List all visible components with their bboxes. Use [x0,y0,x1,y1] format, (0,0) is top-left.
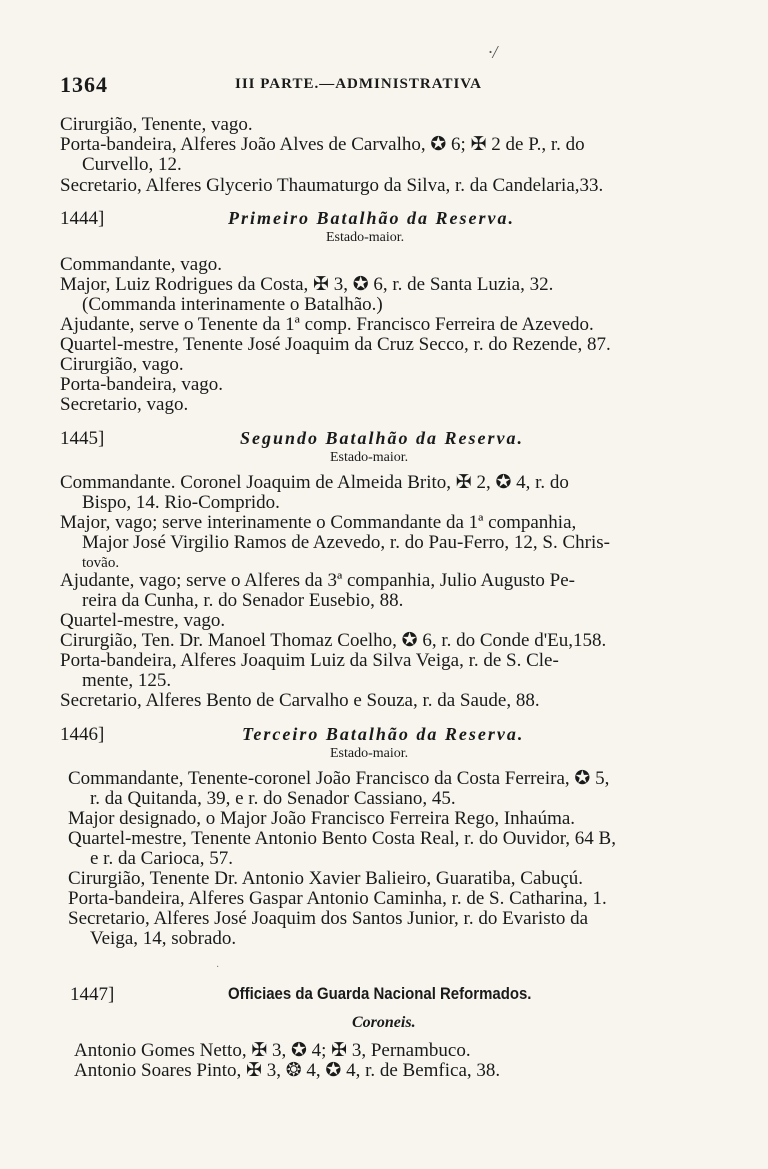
text-line: Secretario, Alferes José Joaquim dos Santos Junior, r. do Evaristo da [68,908,589,929]
text-line: Bispo, 14. Rio-Comprido. [82,492,280,513]
text-line: Veiga, 14, sobrado. [90,928,237,949]
text-line: Major, Luiz Rodrigues da Costa, ✠ 3, ✪ 6, r. de Santa Luzia, 32. [60,274,554,295]
section-number: 1446] [60,724,105,745]
text-line: Cirurgião, Tenente Dr. Antonio Xavier Balieiro, Guaratiba, Cabuçú. [68,868,584,889]
section-subtitle: Estado-maior. [330,746,409,761]
text-line: Porta-bandeira, Alferes Gaspar Antonio Caminha, r. de S. Catharina, 1. [68,888,607,909]
text-line: Antonio Soares Pinto, ✠ 3, ❂ 4, ✪ 4, r. de Bemfica, 38. [74,1060,501,1081]
section-subtitle: Estado-maior. [330,450,409,465]
text-line: Cirurgião, Tenente, vago. [60,114,253,135]
section-number: 1445] [60,428,105,449]
text-line: Cirurgião, vago. [60,354,184,375]
text-line: Porta-bandeira, Alferes Joaquim Luiz da Silva Veiga, r. de S. Cle- [60,650,559,671]
text-line: Quartel-mestre, vago. [60,610,226,631]
text-line: Curvello, 12. [82,154,182,175]
text-line: Major designado, o Major João Francisco Ferreira Rego, Inhaúma. [68,808,576,829]
section-subtitle: Estado-maior. [326,230,405,245]
section-title: Terceiro Batalhão da Reserva. [242,724,525,744]
section-number: 1447] [70,984,115,1005]
section-title: Primeiro Batalhão da Reserva. [228,208,515,228]
margin-mark: ·/ [488,42,498,62]
section-title: Officiaes da Guarda Nacional Reformados. [228,984,532,1003]
text-line: Quartel-mestre, Tenente José Joaquim da Cruz Secco, r. do Rezende, 87. [60,334,611,355]
text-line: Commandante. Coronel Joaquim de Almeida Brito, ✠ 2, ✪ 4, r. do [60,472,569,493]
text-line: Cirurgião, Ten. Dr. Manoel Thomaz Coelho, ✪ 6, r. do Conde d'Eu,158. [60,630,607,651]
text-line: reira da Cunha, r. do Senador Eusebio, 88. [82,590,404,611]
text-line: Quartel-mestre, Tenente Antonio Bento Costa Real, r. do Ouvidor, 64 B, [68,828,616,849]
text-line: Secretario, vago. [60,394,189,415]
text-line: (Commanda interinamente o Batalhão.) [82,294,383,315]
text-line: Major, vago; serve interinamente o Commandante da 1ª companhia, [60,512,577,533]
text-line: Commandante, vago. [60,254,222,275]
text-line: Porta-bandeira, vago. [60,374,224,395]
text-line: r. da Quitanda, 39, e r. do Senador Cassiano, 45. [90,788,456,809]
text-line: Ajudante, serve o Tenente da 1ª comp. Francisco Ferreira de Azevedo. [60,314,594,335]
text-line: Commandante, Tenente-coronel João Francisco da Costa Ferreira, ✪ 5, [68,768,610,789]
section-number: 1444] [60,208,105,229]
running-head: III PARTE.—ADMINISTRATIVA [235,76,483,92]
text-line: Ajudante, vago; serve o Alferes da 3ª companhia, Julio Augusto Pe- [60,570,575,591]
page-number: 1364 [60,72,108,97]
page-header [60,72,700,102]
text-line: Major José Virgilio Ramos de Azevedo, r. do Pau-Ferro, 12, S. Chris- [82,532,611,553]
text-line: tovão. [82,555,120,571]
text-line: Antonio Gomes Netto, ✠ 3, ✪ 4; ✠ 3, Pernambuco. [74,1040,471,1061]
text-line: Porta-bandeira, Alferes João Alves de Carvalho, ✪ 6; ✠ 2 de P., r. do [60,134,585,155]
text-line: e r. da Carioca, 57. [90,848,233,869]
text-line: Secretario, Alferes Glycerio Thaumaturgo da Silva, r. da Candelaria,33. [60,175,604,196]
section-title: Segundo Batalhão da Reserva. [240,428,525,448]
text-line: mente, 125. [82,670,172,691]
section-subtitle: Coroneis. [352,1014,416,1031]
text-line: Secretario, Alferes Bento de Carvalho e Souza, r. da Saude, 88. [60,690,540,711]
ornament-dot: · [216,962,220,973]
